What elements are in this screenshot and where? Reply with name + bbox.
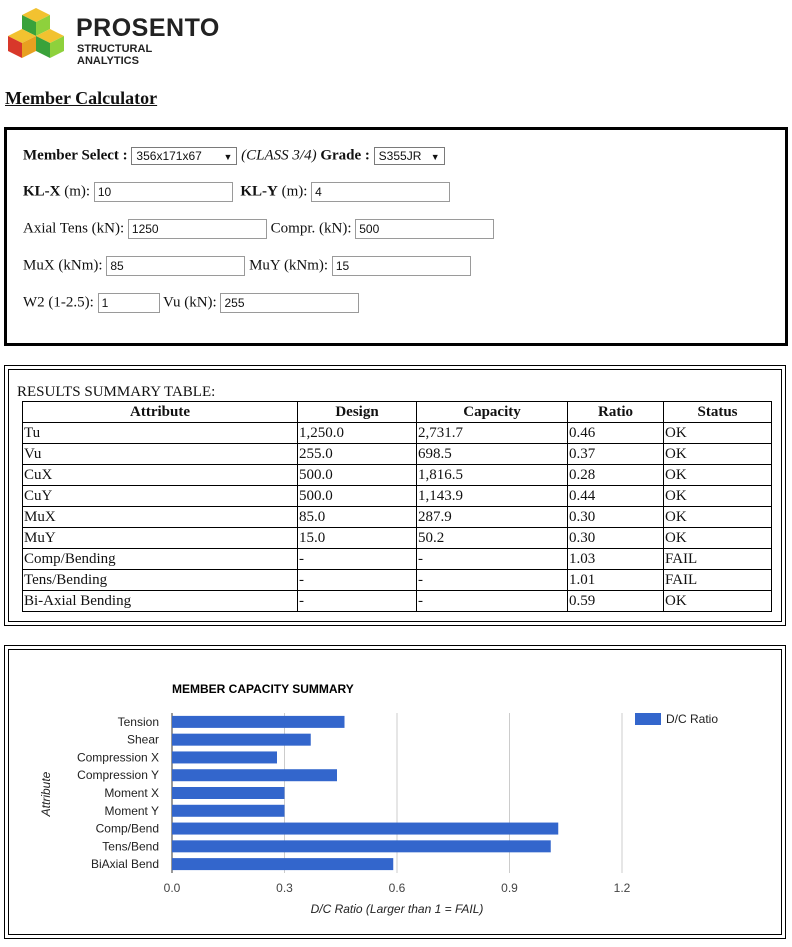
table-cell: OK xyxy=(664,465,772,486)
x-tick-label: 0.3 xyxy=(276,881,293,895)
kl-row xyxy=(23,182,450,202)
table-header-row xyxy=(23,402,772,423)
chevron-down-icon: ▼ xyxy=(223,152,233,162)
table-row xyxy=(23,444,772,465)
w2-label: W2 (1-2.5): xyxy=(23,294,94,311)
page-title: Member Calculator xyxy=(5,88,158,108)
axial-tens-label: Axial Tens (kN): xyxy=(23,220,125,237)
vu-input[interactable]: 255 xyxy=(220,293,359,313)
table-cell: 1,250.0 xyxy=(298,423,417,444)
table-cell: OK xyxy=(664,444,772,465)
muy-label: MuY (kNm): xyxy=(249,257,329,274)
shear-row xyxy=(23,293,359,313)
table-row xyxy=(23,528,772,549)
member-select-label: Member Select : xyxy=(23,147,128,164)
table-cell: - xyxy=(298,591,417,612)
member-select-dropdown[interactable]: 356x171x67 ▼ xyxy=(131,147,237,165)
prosento-logo xyxy=(6,6,220,67)
table-cell: CuX xyxy=(23,465,298,486)
table-row xyxy=(23,549,772,570)
x-tick-label: 0.9 xyxy=(501,881,518,895)
table-cell: FAIL xyxy=(664,549,772,570)
column-header: Status xyxy=(664,402,772,423)
table-cell: OK xyxy=(664,507,772,528)
axial-row xyxy=(23,219,494,239)
results-caption: RESULTS SUMMARY TABLE: xyxy=(17,384,216,400)
kly-label: KL-Y (m): xyxy=(240,183,308,200)
kly-input[interactable]: 4 xyxy=(311,182,450,202)
table-cell: MuY xyxy=(23,528,298,549)
member-class-text: (CLASS 3/4) xyxy=(241,147,317,164)
table-cell: 500.0 xyxy=(298,486,417,507)
table-cell: OK xyxy=(664,528,772,549)
table-cell: 255.0 xyxy=(298,444,417,465)
table-cell: - xyxy=(417,591,568,612)
klx-input[interactable]: 10 xyxy=(94,182,233,202)
table-cell: 698.5 xyxy=(417,444,568,465)
cube-logo-icon xyxy=(6,6,66,62)
brand-tagline: STRUCTURAL ANALYTICS xyxy=(77,43,152,67)
compr-label: Compr. (kN): xyxy=(270,220,352,237)
chevron-down-icon: ▼ xyxy=(430,152,440,162)
table-cell: - xyxy=(417,549,568,570)
table-cell: 0.37 xyxy=(568,444,664,465)
category-label: Tension xyxy=(117,714,159,729)
table-row xyxy=(23,423,772,444)
table-cell: CuY xyxy=(23,486,298,507)
table-cell: 1,143.9 xyxy=(417,486,568,507)
table-row xyxy=(23,570,772,591)
table-row xyxy=(23,507,772,528)
legend-label: D/C Ratio xyxy=(666,712,719,726)
compr-input[interactable]: 500 xyxy=(355,219,494,239)
category-label: Compression X xyxy=(76,750,159,765)
table-cell: 50.2 xyxy=(417,528,568,549)
y-axis-label: Attribute xyxy=(39,771,53,817)
x-tick-label: 1.2 xyxy=(613,881,631,895)
category-label: Moment X xyxy=(104,786,159,800)
table-cell: - xyxy=(298,549,417,570)
table-cell: 0.30 xyxy=(568,507,664,528)
grade-label: Grade : xyxy=(320,147,370,164)
table-row xyxy=(23,486,772,507)
category-label: Tens/Bend xyxy=(102,839,159,854)
table-cell: Tens/Bending xyxy=(23,570,298,591)
table-cell: - xyxy=(417,570,568,591)
member-input-form xyxy=(4,127,788,346)
table-cell: OK xyxy=(664,423,772,444)
table-cell: 0.46 xyxy=(568,423,664,444)
axial-tens-input[interactable]: 1250 xyxy=(128,219,267,239)
moment-row xyxy=(23,256,471,276)
table-cell: Bi-Axial Bending xyxy=(23,591,298,612)
x-tick-label: 0.6 xyxy=(388,881,406,895)
table-cell: FAIL xyxy=(664,570,772,591)
table-cell: Vu xyxy=(23,444,298,465)
table-cell: 15.0 xyxy=(298,528,417,549)
table-cell: MuX xyxy=(23,507,298,528)
table-cell: Comp/Bending xyxy=(23,549,298,570)
table-cell: 0.28 xyxy=(568,465,664,486)
mux-input[interactable]: 85 xyxy=(106,256,245,276)
category-label: Shear xyxy=(126,732,159,747)
category-label: Compression Y xyxy=(77,768,159,783)
table-cell: 2,731.7 xyxy=(417,423,568,444)
column-header: Attribute xyxy=(23,402,298,423)
grade-select-dropdown[interactable]: S355JR ▼ xyxy=(374,147,445,165)
column-header: Capacity xyxy=(417,402,568,423)
table-row xyxy=(23,591,772,612)
x-tick-label: 0.0 xyxy=(163,881,181,895)
table-cell: 0.44 xyxy=(568,486,664,507)
table-cell: OK xyxy=(664,486,772,507)
table-row xyxy=(23,465,772,486)
brand-name: PROSENTO xyxy=(76,14,220,42)
table-cell: OK xyxy=(664,591,772,612)
category-label: Moment Y xyxy=(104,803,159,818)
table-cell: 1.03 xyxy=(568,549,664,570)
results-table xyxy=(22,401,772,612)
category-label: Comp/Bend xyxy=(95,821,159,836)
chart-title: MEMBER CAPACITY SUMMARY xyxy=(172,682,354,696)
table-cell: 500.0 xyxy=(298,465,417,486)
table-cell: - xyxy=(298,570,417,591)
member-select-row xyxy=(23,147,445,165)
chart-panel xyxy=(4,645,786,939)
x-axis-label: D/C Ratio (Larger than 1 = FAIL) xyxy=(310,902,484,916)
klx-label: KL-X (m): xyxy=(23,183,91,200)
table-cell: 287.9 xyxy=(417,507,568,528)
chart-panel-inner xyxy=(8,649,782,935)
table-cell: 1,816.5 xyxy=(417,465,568,486)
muy-input[interactable]: 15 xyxy=(332,256,471,276)
mux-label: MuX (kNm): xyxy=(23,257,103,274)
table-cell: 1.01 xyxy=(568,570,664,591)
table-cell: Tu xyxy=(23,423,298,444)
column-header: Ratio xyxy=(568,402,664,423)
category-label: BiAxial Bend xyxy=(90,857,159,872)
vu-label: Vu (kN): xyxy=(163,294,217,311)
w2-input[interactable]: 1 xyxy=(98,293,160,313)
table-cell: 85.0 xyxy=(298,507,417,528)
table-cell: 0.30 xyxy=(568,528,664,549)
column-header: Design xyxy=(298,402,417,423)
table-cell: 0.59 xyxy=(568,591,664,612)
